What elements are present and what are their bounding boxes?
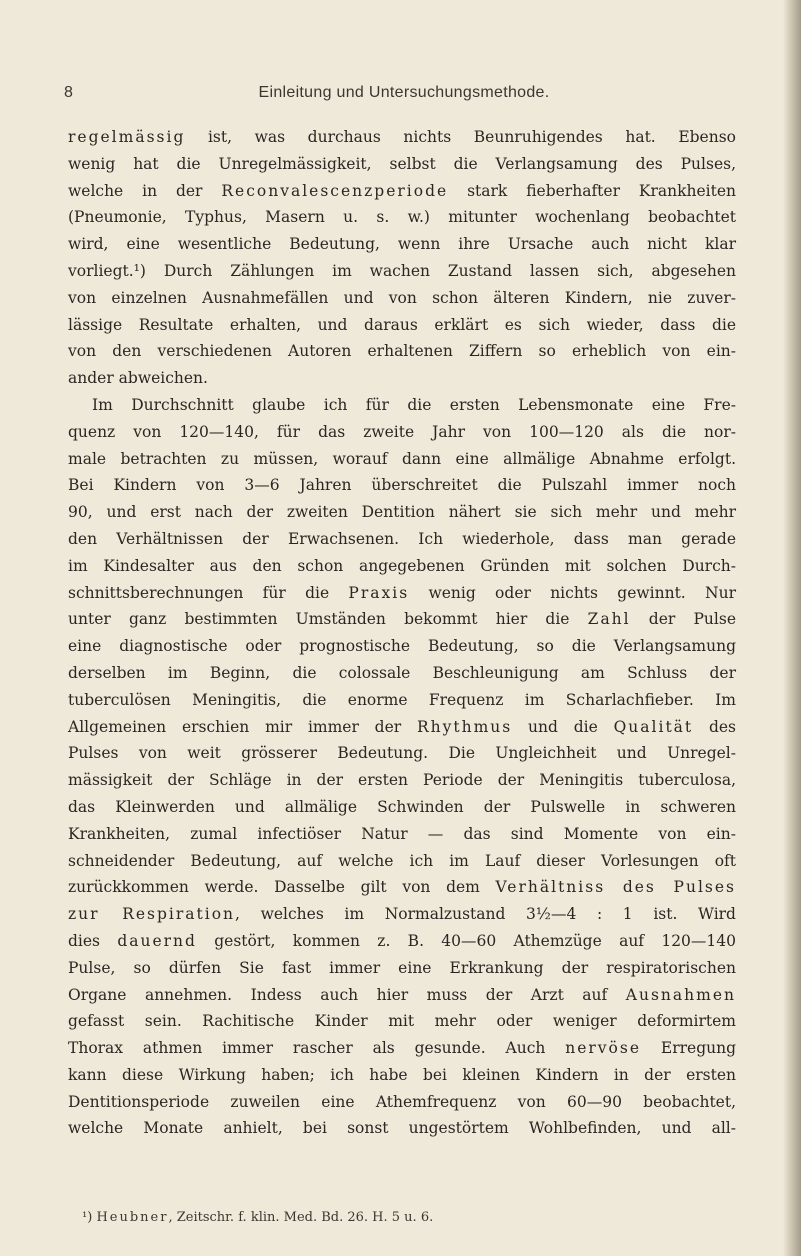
page-number: 8: [64, 84, 73, 101]
spaced-emphasis: Zahl: [587, 610, 631, 629]
text-line: [68, 204, 736, 231]
text-line: [68, 1115, 736, 1142]
text-run: gestört, kommen z. B. 40—60 Athemzüge auf 120—140: [196, 931, 736, 950]
text-run: ander abweichen.: [68, 369, 208, 388]
text-line: [68, 553, 736, 580]
text-run: kann diese Wirkung haben; ich habe bei kleinen Kindern in der ersten: [68, 1065, 736, 1084]
text-run: quenz von 120—140, für das zweite Jahr von 100—120 als die nor-: [68, 422, 736, 441]
spaced-emphasis: Ausnahmen: [625, 985, 736, 1004]
text-run: des: [693, 717, 736, 736]
text-run: Allgemeinen erschien mir immer der: [68, 717, 417, 736]
text-line: [68, 472, 736, 499]
text-run: , welches im Normalzustand 3½—4 : 1 ist. Wird: [235, 905, 736, 924]
text-line: [68, 312, 736, 339]
text-run: unter ganz bestimmten Umständen bekommt hier die: [68, 610, 588, 629]
text-run: welche in der: [68, 181, 222, 200]
text-line: [68, 419, 736, 446]
footnote-author: Heubner: [96, 1210, 169, 1225]
text-run: wenig hat die Unregelmässigkeit, selbst die Verlangsamung des Pulses,: [68, 154, 736, 173]
text-run: das Kleinwerden und allmälige Schwinden der Pulswelle in schweren: [68, 797, 736, 816]
text-run: von den verschiedenen Autoren erhaltenen Ziffern so erheblich von ein-: [68, 342, 736, 361]
text-run: stark fieberhafter Krankheiten: [448, 181, 736, 200]
text-line: [68, 955, 736, 982]
text-line: [68, 928, 736, 955]
text-line: [68, 1035, 736, 1062]
text-line: [68, 901, 736, 928]
text-line: [68, 633, 736, 660]
text-line: [68, 687, 736, 714]
text-run: Bei Kindern von 3—6 Jahren überschreitet die Pulszahl immer noch: [68, 476, 736, 495]
text-run: (Pneumonie, Typhus, Masern u. s. w.) mitunter wochenlang beobachtet: [68, 208, 736, 227]
text-line: [68, 258, 736, 285]
text-line: [68, 285, 736, 312]
text-run: und die: [512, 717, 614, 736]
text-line: [68, 178, 736, 205]
text-line: [68, 1008, 736, 1035]
text-line: [68, 660, 736, 687]
spaced-emphasis: dauernd: [117, 931, 197, 950]
text-line: [68, 767, 736, 794]
text-line: [68, 1062, 736, 1089]
text-line: [68, 365, 736, 392]
text-run: den Verhältnissen der Erwachsenen. Ich wiederhole, dass man gerade: [68, 529, 736, 548]
text-run: welche Monate anhielt, bei sonst ungestörtem Wohlbefinden, und all-: [68, 1119, 736, 1138]
footnote-mark: ¹): [82, 1210, 93, 1225]
text-run: mässigkeit der Schläge in der ersten Periode der Meningitis tuberculosa,: [68, 771, 736, 790]
text-line: [68, 124, 736, 151]
spaced-emphasis: zur Respiration: [68, 905, 236, 924]
text-line: [68, 740, 736, 767]
text-run: Dentitionsperiode zuweilen eine Athemfrequenz von 60—90 beobachtet,: [68, 1092, 736, 1111]
text-run: wenig oder nichts gewinnt. Nur: [409, 583, 736, 602]
text-run: eine diagnostische oder prognostische Bedeutung, so die Verlangsamung: [68, 637, 736, 656]
text-line: [68, 338, 736, 365]
text-line: [68, 606, 736, 633]
text-run: Pulses von weit grösserer Bedeutung. Die Ungleichheit und Unregel-: [68, 744, 736, 763]
footnote-citation: , Zeitschr. f. klin. Med. Bd. 26. H. 5 u. 6.: [168, 1210, 434, 1225]
text-run: dies: [68, 931, 118, 950]
body-text: [68, 124, 736, 1142]
text-run: der Pulse: [630, 610, 736, 629]
spaced-emphasis: Praxis: [348, 583, 410, 602]
text-run: gefasst sein. Rachitische Kinder mit mehr oder weniger deformirtem: [68, 1012, 736, 1031]
text-run: male betrachten zu müssen, worauf dann eine allmälige Abnahme erfolgt.: [68, 449, 736, 468]
text-line: [68, 848, 736, 875]
spaced-emphasis: nervöse: [565, 1039, 642, 1058]
text-run: wird, eine wesentliche Bedeutung, wenn ihre Ursache auch nicht klar: [68, 235, 736, 254]
footnote: [82, 1210, 742, 1225]
text-line: [68, 392, 736, 419]
running-title: Einleitung und Untersuchungsmethode.: [258, 84, 550, 101]
spaced-emphasis: regelmässig: [68, 128, 186, 146]
spaced-emphasis: Qualität: [613, 717, 694, 736]
text-run: 90, und erst nach der zweiten Dentition nähert sie sich mehr und mehr: [68, 503, 736, 522]
text-line: [68, 151, 736, 178]
text-line: [68, 580, 736, 607]
page-gutter-shadow: [783, 0, 801, 1256]
text-run: lässige Resultate erhalten, und daraus erklärt es sich wieder, dass die: [68, 315, 736, 334]
text-line: [68, 526, 736, 553]
text-run: schneidender Bedeutung, auf welche ich im Lauf dieser Vorlesungen oft: [68, 851, 736, 870]
spaced-emphasis: Rhythmus: [416, 717, 513, 736]
text-run: ist, was durchaus nichts Beunruhigendes hat. Ebenso: [185, 128, 736, 146]
text-run: von einzelnen Ausnahmefällen und von schon älteren Kindern, nie zuver-: [68, 288, 736, 307]
running-header: [64, 84, 744, 108]
text-run: tuberculösen Meningitis, die enorme Frequenz im Scharlachfieber. Im: [68, 690, 736, 709]
text-line: [68, 821, 736, 848]
text-line: [68, 982, 736, 1009]
text-run: Pulse, so dürfen Sie fast immer eine Erkrankung der respiratorischen: [68, 958, 736, 977]
text-run: Krankheiten, zumal infectiöser Natur — das sind Momente von ein-: [68, 824, 736, 843]
text-run: vorliegt.¹) Durch Zählungen im wachen Zustand lassen sich, abgesehen: [68, 261, 736, 280]
text-run: zurückkommen werde. Dasselbe gilt von dem: [68, 878, 496, 897]
text-run: Erregung: [641, 1039, 736, 1058]
text-run: Organe annehmen. Indess auch hier muss der Arzt auf: [68, 985, 626, 1004]
spaced-emphasis: Verhältniss des Pulses: [495, 878, 736, 897]
text-run: schnittsberechnungen für die: [68, 583, 349, 602]
text-line: [68, 231, 736, 258]
text-line: [68, 794, 736, 821]
text-run: Im Durchschnitt glaube ich für die ersten Lebensmonate eine Fre-: [92, 395, 736, 414]
text-run: derselben im Beginn, die colossale Beschleunigung am Schluss der: [68, 663, 736, 682]
text-line: [68, 714, 736, 741]
text-line: [68, 446, 736, 473]
text-line: [68, 874, 736, 901]
text-line: [68, 499, 736, 526]
text-line: [68, 1089, 736, 1116]
text-run: im Kindesalter aus den schon angegebenen Gründen mit solchen Durch-: [68, 556, 736, 575]
spaced-emphasis: Reconvalescenzperiode: [221, 181, 449, 200]
text-run: Thorax athmen immer rascher als gesunde. Auch: [68, 1039, 566, 1058]
